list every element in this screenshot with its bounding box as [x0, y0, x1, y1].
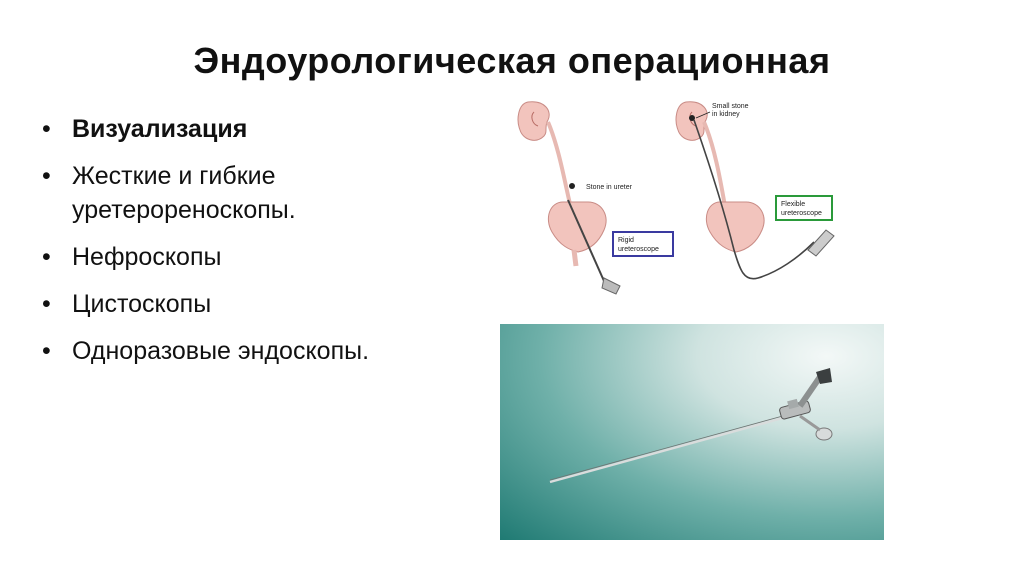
slide-title: Эндоурологическая операционная: [193, 40, 831, 81]
bullet-text: Цистоскопы: [72, 290, 212, 318]
cystoscope-icon: [500, 324, 884, 540]
flexible-label-line1: Flexible: [781, 201, 806, 208]
cystoscope-photo: [500, 324, 884, 540]
flexible-label-line2: ureteroscope: [781, 210, 822, 217]
bullet-item: [40, 159, 480, 227]
kidney-icon: [676, 102, 707, 140]
bullet-dot-icon: •: [42, 290, 51, 318]
bullet-item: [40, 334, 480, 368]
bullet-dot-icon: •: [42, 243, 51, 271]
stone-icon: [569, 183, 575, 189]
bullet-list: [40, 112, 480, 381]
stone-label-line1: Small stone: [712, 103, 749, 110]
bullet-dot-icon: •: [42, 337, 51, 365]
rigid-label-line2: ureteroscope: [618, 246, 659, 253]
rigid-label-line1: Rigid: [618, 237, 634, 244]
bullet-text: Нефроскопы: [72, 243, 222, 271]
bullet-item: [40, 287, 480, 321]
ureteroscope-illustration: [508, 90, 868, 302]
bullet-dot-icon: •: [42, 162, 51, 190]
bullet-dot-icon: •: [42, 115, 51, 143]
bullet-item: [40, 240, 480, 274]
bullet-text: Жесткие и гибкие уретерореноскопы.: [72, 162, 296, 224]
stone-label-line2: in kidney: [712, 111, 740, 118]
bullet-item: [40, 112, 480, 146]
kidney-icon: [518, 102, 549, 140]
bullet-text: Одноразовые эндоскопы.: [72, 337, 370, 365]
stone-label: Stone in ureter: [586, 184, 632, 191]
bullet-text: Визуализация: [72, 115, 248, 143]
